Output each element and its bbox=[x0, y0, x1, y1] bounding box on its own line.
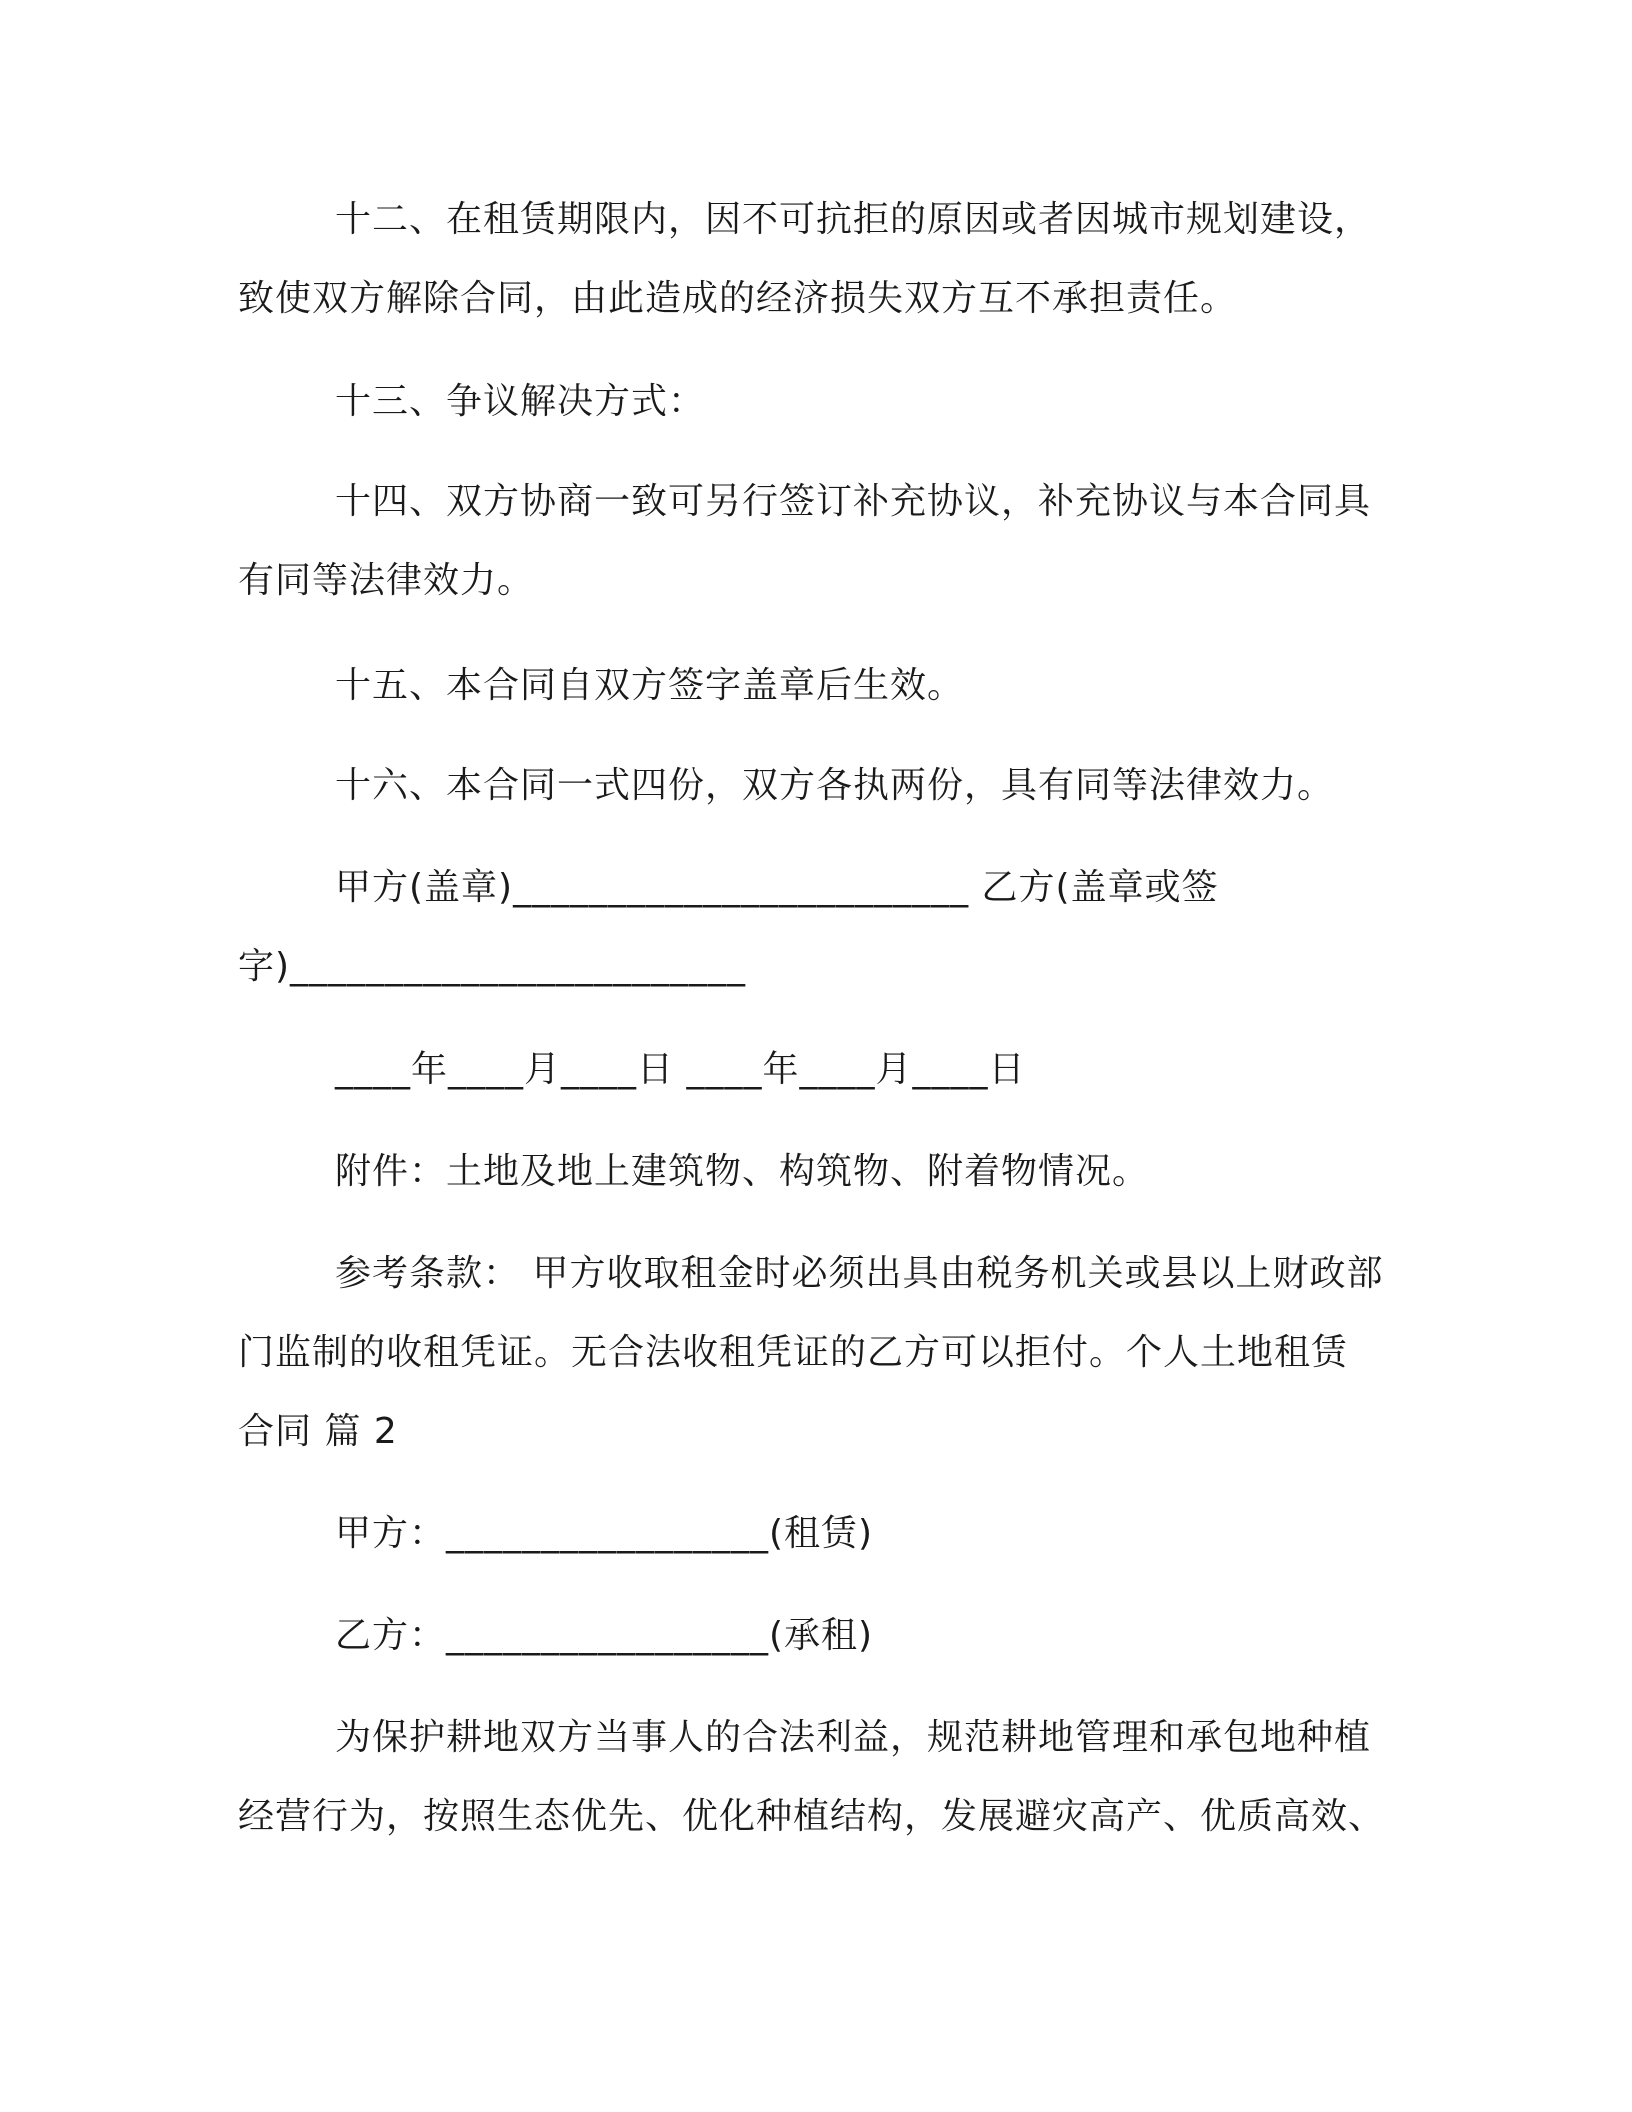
clause-14-line-1: 十四、双方协商一致可另行签订补充协议，补充协议与本合同具 bbox=[335, 481, 1372, 522]
signature-line-2: 字)________________________ bbox=[238, 946, 747, 987]
reference-line-3: 合同 篇 2 bbox=[238, 1411, 398, 1452]
attachment-note-text: 附件：土地及地上建筑物、构筑物、附着物情况。 bbox=[335, 1151, 1150, 1192]
clause-16 bbox=[238, 746, 1398, 825]
party-b-text: 乙方：_________________(承租) bbox=[335, 1615, 874, 1656]
date-line-text: ____年____月____日 ____年____月____日 bbox=[335, 1049, 1026, 1090]
clause-13-line-1: 十三、争议解决方式： bbox=[335, 381, 706, 422]
intro-paragraph bbox=[238, 1698, 1398, 1856]
clause-12 bbox=[238, 180, 1398, 338]
clause-12-line-1: 十二、在租赁期限内，因不可抗拒的原因或者因城市规划建设， bbox=[335, 199, 1372, 240]
clause-12-line-2: 致使双方解除合同，由此造成的经济损失双方互不承担责任。 bbox=[238, 278, 1238, 319]
date-line bbox=[238, 1030, 1398, 1109]
intro-line-2: 经营行为，按照生态优先、优化种植结构，发展避灾高产、优质高效、 bbox=[238, 1796, 1386, 1837]
reference-line-1: 参考条款： 甲方收取租金时必须出具由税务机关或县以上财政部 bbox=[335, 1253, 1384, 1294]
party-a bbox=[238, 1494, 1398, 1573]
clause-16-line-1: 十六、本合同一式四份，双方各执两份，具有同等法律效力。 bbox=[335, 765, 1335, 806]
clause-14 bbox=[238, 462, 1398, 620]
clause-14-line-2: 有同等法律效力。 bbox=[238, 560, 535, 601]
party-b bbox=[238, 1596, 1398, 1675]
reference-clause bbox=[238, 1234, 1398, 1471]
signature-block bbox=[238, 848, 1398, 1006]
attachment-note bbox=[238, 1132, 1398, 1211]
signature-line-1: 甲方(盖章)________________________ 乙方(盖章或签 bbox=[335, 867, 1219, 908]
reference-line-2: 门监制的收租凭证。无合法收租凭证的乙方可以拒付。个人土地租赁 bbox=[238, 1332, 1349, 1373]
clause-15-line-1: 十五、本合同自双方签字盖章后生效。 bbox=[335, 665, 965, 706]
clause-13 bbox=[238, 362, 1398, 441]
party-a-text: 甲方：_________________(租赁) bbox=[335, 1513, 874, 1554]
clause-15 bbox=[238, 646, 1398, 725]
intro-line-1: 为保护耕地双方当事人的合法利益，规范耕地管理和承包地种植 bbox=[335, 1717, 1372, 1758]
